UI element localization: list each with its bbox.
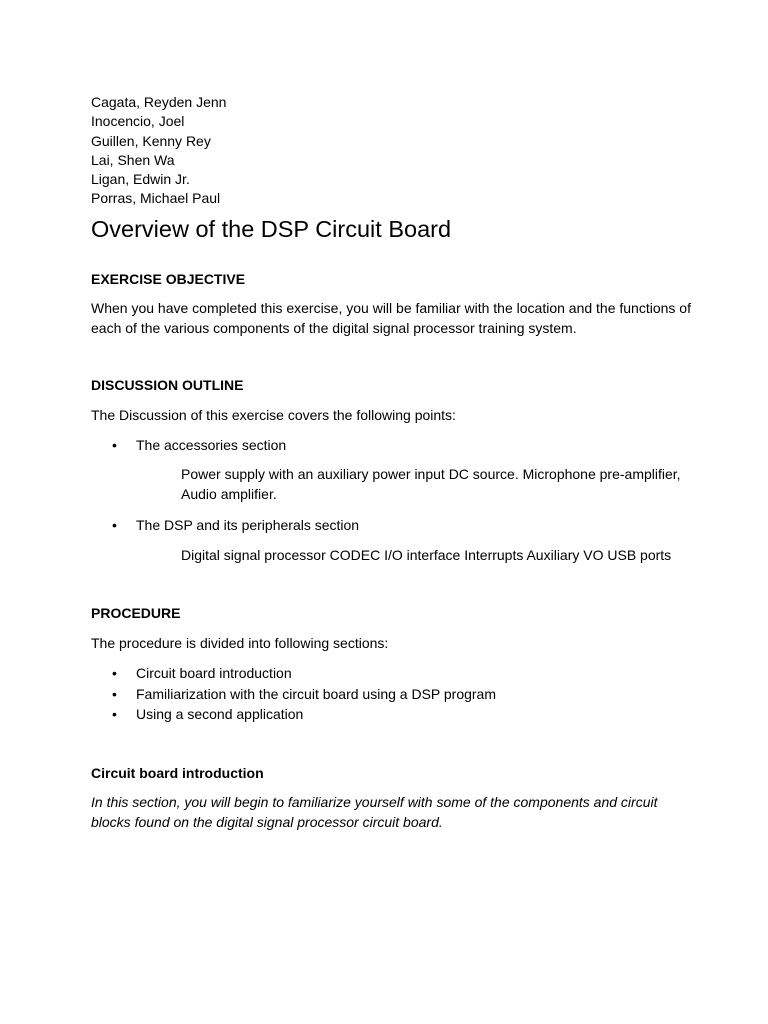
list-item bbox=[91, 435, 691, 456]
objective-heading: EXERCISE OBJECTIVE bbox=[91, 270, 246, 287]
document-title: Overview of the DSP Circuit Board bbox=[91, 215, 452, 242]
list-item-label: The DSP and its peripherals section bbox=[136, 517, 360, 534]
procedure-heading: PROCEDURE bbox=[91, 605, 181, 622]
list-item-label: Circuit board introduction bbox=[136, 665, 292, 682]
author-list bbox=[91, 93, 691, 209]
author-name: Guillen, Kenny Rey bbox=[91, 132, 211, 149]
list-item-label: The accessories section bbox=[136, 436, 287, 453]
list-item-label: Using a second application bbox=[136, 706, 304, 723]
bullet-icon: • bbox=[112, 517, 117, 534]
list-item bbox=[91, 515, 691, 536]
discussion-intro: The Discussion of this exercise covers the following points: bbox=[91, 406, 456, 423]
list-item-label: Familiarization with the circuit board using a DSP program bbox=[136, 685, 497, 702]
list-item bbox=[91, 704, 691, 725]
document-page bbox=[91, 93, 691, 832]
bullet-icon: • bbox=[112, 436, 117, 453]
author-name: Porras, Michael Paul bbox=[91, 190, 221, 207]
discussion-list bbox=[91, 515, 691, 536]
circuit-intro-heading: Circuit board introduction bbox=[91, 764, 264, 781]
list-item bbox=[91, 663, 691, 684]
list-item-detail: Digital signal processor CODEC I/O interface Interrupts Auxiliary VO USB ports bbox=[181, 546, 672, 563]
list-item-detail: Power supply with an auxiliary power input DC source. Microphone pre-amplifier, Audio amplifier. bbox=[181, 466, 681, 502]
list-item bbox=[91, 684, 691, 705]
author-name: Ligan, Edwin Jr. bbox=[91, 171, 190, 188]
objective-text: When you have completed this exercise, you will be familiar with the location and the functions of each of the various components of the digital signal processor training system. bbox=[91, 299, 691, 336]
author-name: Lai, Shen Wa bbox=[91, 151, 175, 168]
bullet-icon: • bbox=[112, 706, 117, 723]
bullet-icon: • bbox=[112, 685, 117, 702]
procedure-list bbox=[91, 663, 691, 725]
bullet-icon: • bbox=[112, 665, 117, 682]
discussion-list bbox=[91, 435, 691, 456]
circuit-intro-text: In this section, you will begin to familiarize yourself with some of the components and circuit blocks found on the digital signal processor circuit board. bbox=[91, 793, 658, 830]
discussion-heading: DISCUSSION OUTLINE bbox=[91, 376, 244, 393]
author-name: Inocencio, Joel bbox=[91, 113, 185, 130]
author-name: Cagata, Reyden Jenn bbox=[91, 94, 227, 110]
procedure-intro: The procedure is divided into following sections: bbox=[91, 635, 389, 652]
